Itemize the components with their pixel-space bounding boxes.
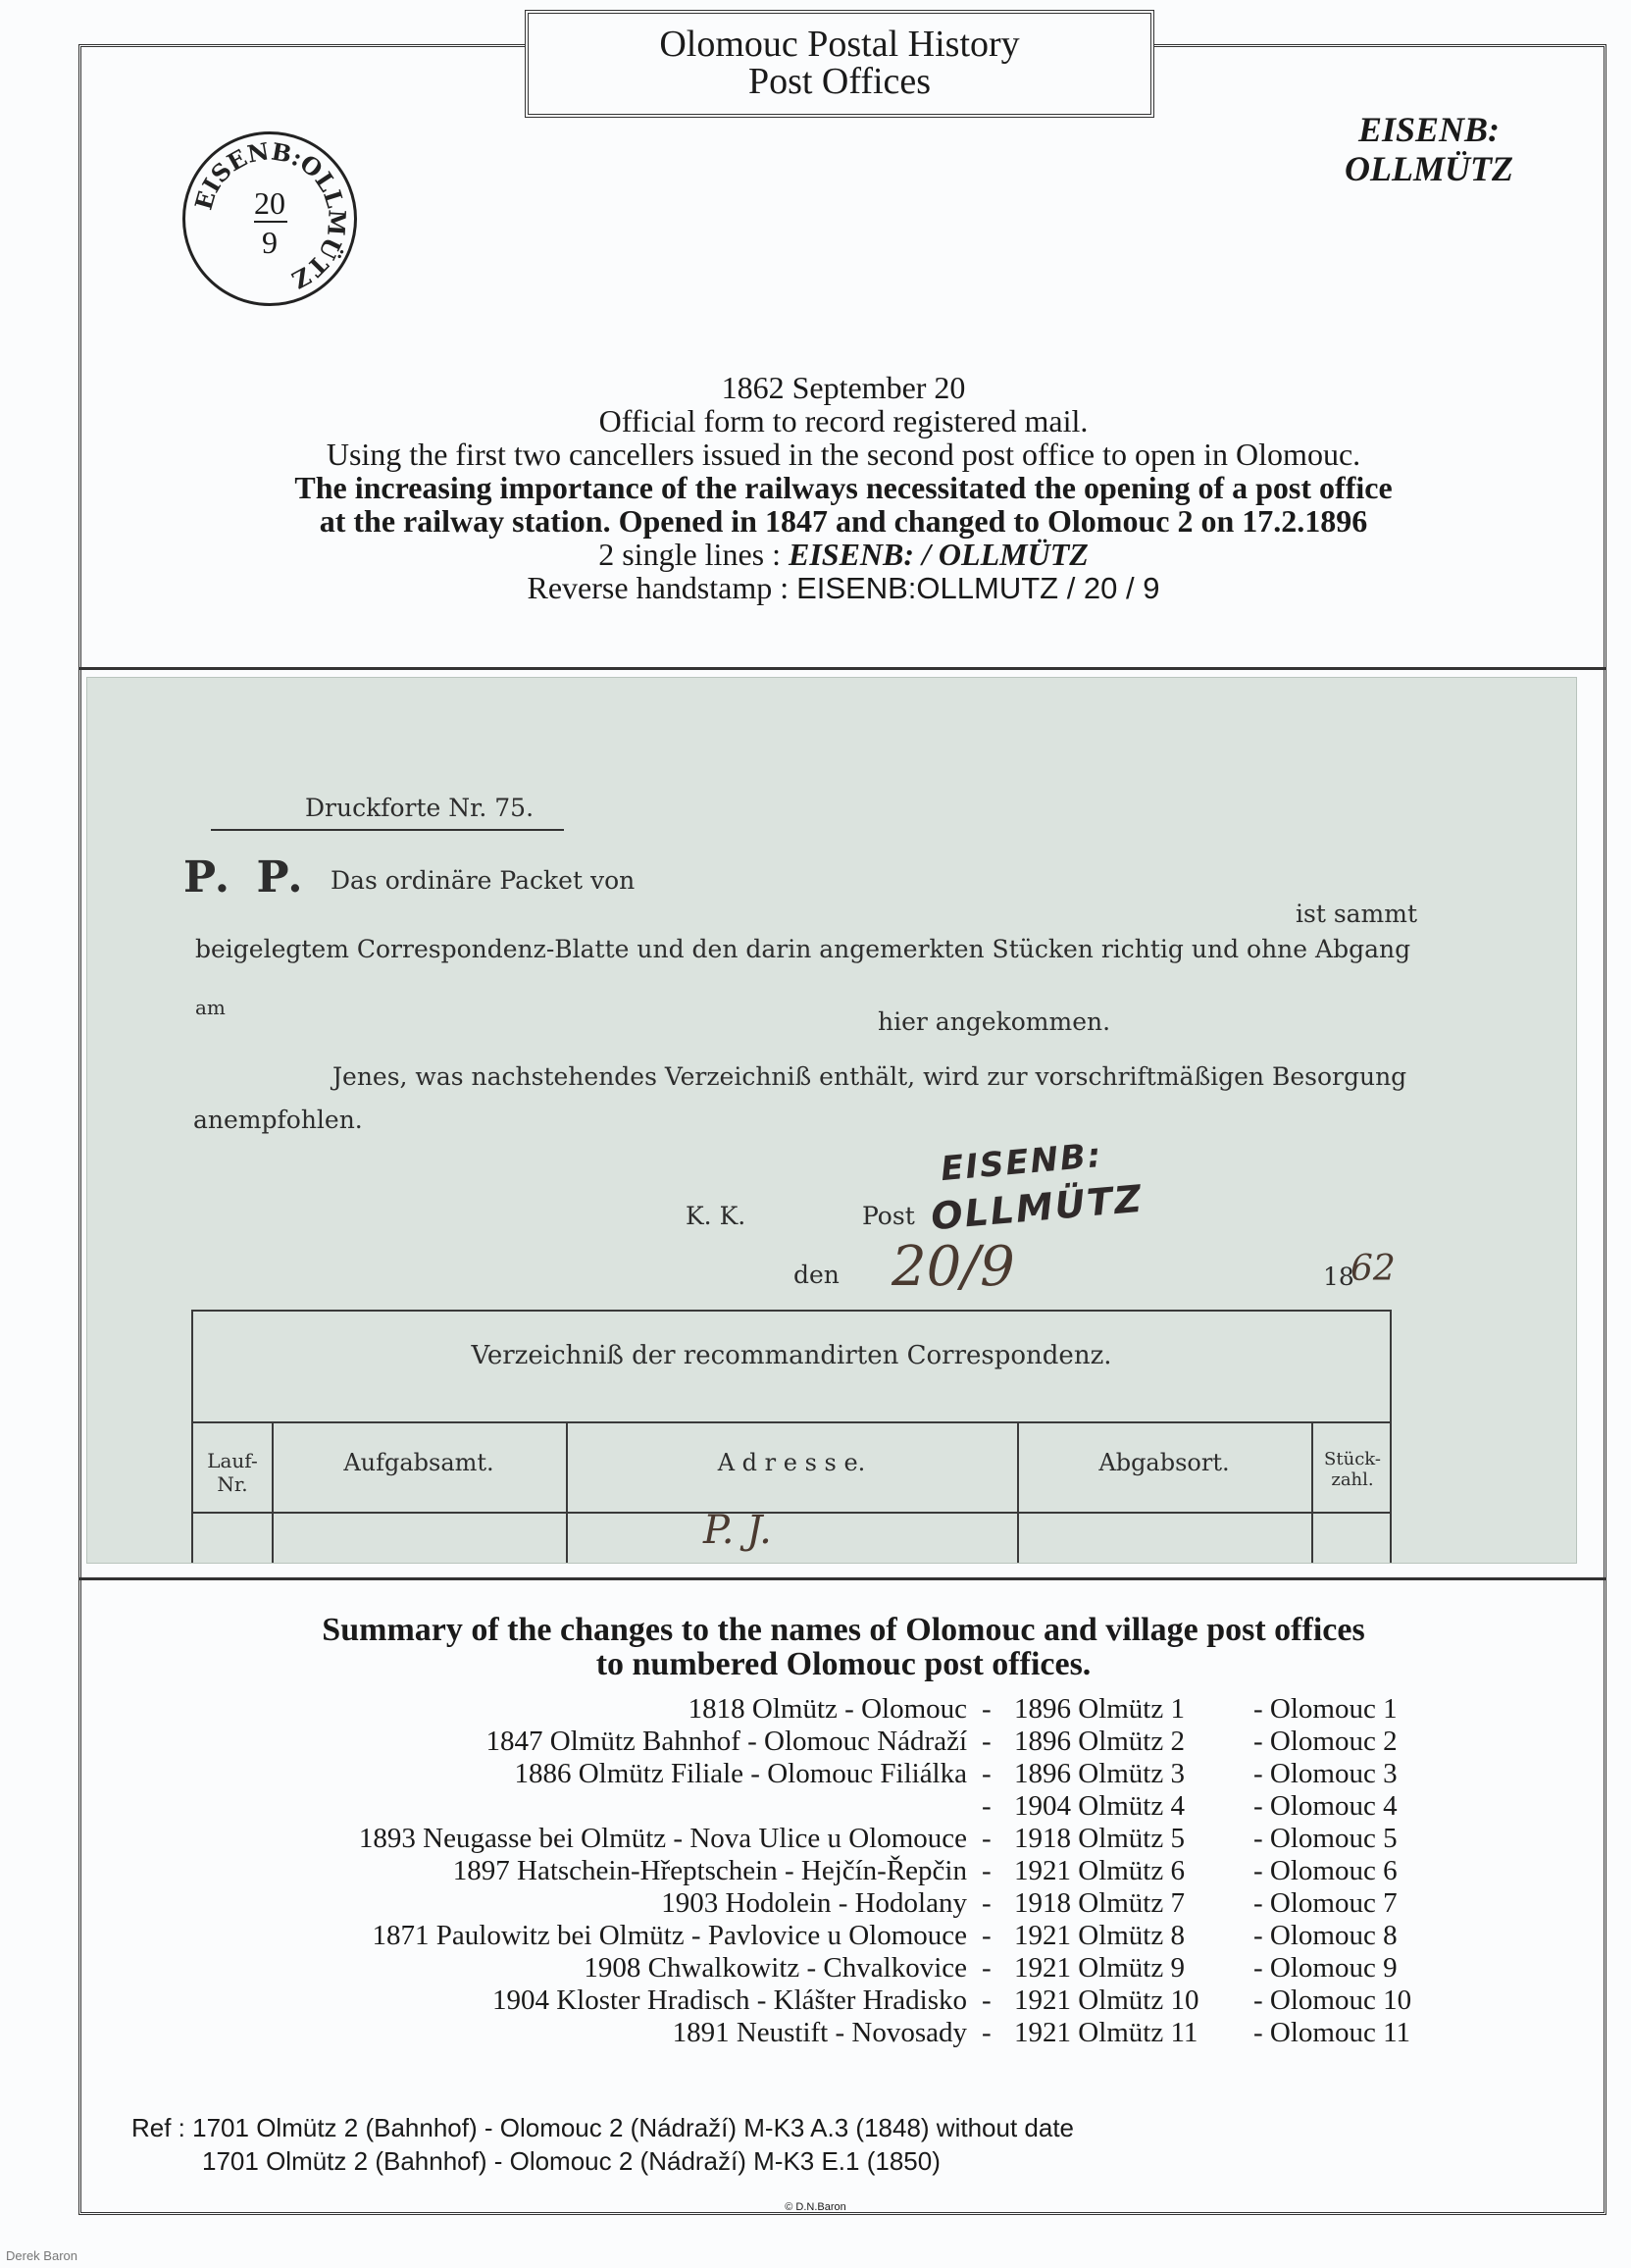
form-line-5: anempfohlen. [193,1106,363,1134]
summary-row [0,1726,1631,1758]
reference-block [131,2111,1074,2178]
registered-mail-form-image [86,677,1577,1564]
form-line-2: beigelegtem Correspondenz-Blatte und den darin angemerkten Stücken richtig und ohne Abgang [195,935,1411,963]
summary-olomouc-number: - Olomouc 10 [1253,1984,1412,2016]
form-line-3-am: am [195,996,226,1019]
cancel-day: 20 [254,185,285,221]
summary-dash: - [982,1726,992,1757]
col-header-stueck: Stück-zahl. [1324,1449,1381,1490]
summary-title [88,1613,1599,1681]
summary-olomouc-number: - Olomouc 3 [1253,1758,1398,1789]
form-druckforte: Druckforte Nr. 75. [305,794,535,822]
summary-row [0,1887,1631,1920]
desc-bold-1: The increasing importance of the railways necessitated the opening of a post office [294,470,1393,505]
druckforte-underline [211,829,564,831]
summary-old-name: 1891 Neustift - Novosady [672,2017,967,2048]
summary-olmutz-number: 1921 Olmütz 10 [1014,1984,1199,2016]
form-year-handwritten: 62 [1351,1249,1396,1289]
summary-row [0,1920,1631,1952]
summary-old-name: 1847 Olmütz Bahnhof - Olomouc Nádraží [485,1726,967,1757]
summary-old-name: 1818 Olmütz - Olomouc [688,1693,967,1725]
summary-old-name: 1904 Kloster Hradisch - Klášter Hradisko [491,1984,967,2016]
summary-row [0,1952,1631,1984]
summary-olomouc-number: - Olomouc 6 [1253,1855,1398,1886]
form-line-4: Jenes, was nachstehendes Verzeichniß enthält, wird zur vorschriftmäßigen Besorgung [332,1062,1407,1091]
single-lines-label: 2 single lines : [598,537,789,572]
summary-row [0,2017,1631,2049]
summary-olmutz-number: 1896 Olmütz 2 [1014,1726,1185,1757]
col-header-lauf: Lauf-Nr. [207,1449,258,1496]
cancel-month: 9 [262,225,278,260]
summary-olomouc-number: - Olomouc 1 [1253,1693,1398,1725]
col-header-abgabsort: Abgabsort. [1098,1449,1230,1476]
copyright-note: © D.N.Baron [785,2201,846,2213]
two-line-1: EISENB: [1357,110,1501,149]
ref-line-2: 1701 Olmütz 2 (Bahnhof) - Olomouc 2 (Nádraží) M-K3 E.1 (1850) [202,2146,941,2176]
summary-dash: - [982,2017,992,2048]
desc-line-2: Using the first two cancellers issued in the second post office to open in Olomouc. [326,437,1361,472]
form-post: Post [862,1202,915,1230]
form-kk: K. K. [686,1202,746,1230]
table-handwritten-mark: P. J. [703,1508,772,1553]
two-line-2: OLLMÜTZ [1345,149,1513,188]
summary-old-name: 1886 Olmütz Filiale - Olomouc Filiálka [514,1758,967,1789]
summary-olomouc-number: - Olomouc 7 [1253,1887,1398,1919]
title-line-2: Post Offices [747,61,932,102]
summary-olmutz-number: 1904 Olmütz 4 [1014,1790,1185,1822]
page-title [525,10,1154,118]
summary-olomouc-number: - Olomouc 5 [1253,1823,1398,1854]
form-stamp-line-2: OLLMÜTZ [929,1176,1146,1239]
reverse-value: EISENB:OLLMUTZ / 20 / 9 [796,571,1160,605]
desc-reverse [88,571,1599,605]
summary-olomouc-number: - Olomouc 9 [1253,1952,1398,1984]
summary-row [0,1790,1631,1823]
single-lines-value: EISENB: / OLLMÜTZ [788,537,1089,572]
table-col-line-1 [272,1421,274,1564]
desc-date: 1862 September 20 [721,370,966,405]
summary-old-name: 1893 Neugasse bei Olmütz - Nova Ulice u Olomouce [358,1823,967,1854]
form-year-printed: 18 [1323,1263,1354,1291]
watermark: Derek Baron [6,2248,77,2263]
cancel-divider [254,221,287,223]
summary-dash: - [982,1855,992,1886]
desc-bold-2: at the railway station. Opened in 1847 and changed to Olomouc 2 on 17.2.1896 [319,503,1368,539]
summary-old-name: 1908 Chwalkowitz - Chvalkovice [584,1952,967,1984]
divider-bottom [78,1577,1606,1580]
cancel-ring-label: EISENB:OLLMÜTZ [188,136,352,295]
desc-line-1: Official form to record registered mail. [598,403,1089,438]
form-stamp-line-1: EISENB: [939,1135,1104,1190]
summary-old-name: 1871 Paulowitz bei Olmütz - Pavlovice u Olomouce [372,1920,967,1951]
table-col-line-4 [1311,1421,1313,1564]
summary-olmutz-number: 1918 Olmütz 5 [1014,1823,1185,1854]
summary-row [0,1823,1631,1855]
summary-dash: - [982,1790,992,1822]
col-header-adresse: A d r e s s e. [717,1449,866,1476]
table-col-line-3 [1017,1421,1019,1564]
summary-dash: - [982,1887,992,1919]
form-line-1-left: Das ordinäre Packet von [331,866,636,895]
col-header-aufgabsamt: Aufgabsamt. [343,1449,494,1476]
table-caption: Verzeichniß der recommandirten Correspondenz. [471,1341,1112,1370]
form-pp: P. P. [183,852,309,902]
circular-cancel-stamp [182,131,357,306]
summary-old-name: 1897 Hatschein-Hřeptschein - Hejčín-Řepčin [452,1855,967,1886]
summary-olmutz-number: 1921 Olmütz 8 [1014,1920,1185,1951]
summary-dash: - [982,1984,992,2016]
summary-dash: - [982,1952,992,1984]
summary-row [0,1984,1631,2017]
summary-olomouc-number: - Olomouc 2 [1253,1726,1398,1757]
form-line-3-right: hier angekommen. [878,1007,1111,1036]
ref-line-1: Ref : 1701 Olmütz 2 (Bahnhof) - Olomouc 2 (Nádraží) M-K3 A.3 (1848) without date [131,2113,1074,2142]
form-register-table [191,1310,1392,1564]
summary-row [0,1855,1631,1887]
form-den: den [793,1261,840,1289]
summary-title-2: to numbered Olomouc post offices. [595,1646,1092,1682]
summary-olmutz-number: 1896 Olmütz 3 [1014,1758,1185,1789]
description-block [88,371,1599,605]
summary-dash: - [982,1758,992,1789]
summary-olomouc-number: - Olomouc 8 [1253,1920,1398,1951]
summary-row [0,1758,1631,1790]
summary-olmutz-number: 1896 Olmütz 1 [1014,1693,1185,1725]
summary-dash: - [982,1693,992,1725]
summary-olmutz-number: 1921 Olmütz 9 [1014,1952,1185,1984]
title-line-1: Olomouc Postal History [659,24,1020,65]
form-line-1-right: ist sammt [1296,900,1418,928]
table-col-line-2 [566,1421,568,1564]
summary-olomouc-number: - Olomouc 11 [1253,2017,1411,2048]
summary-row [0,1693,1631,1726]
reverse-label: Reverse handstamp : [527,570,797,605]
two-line-postmark-label [1345,110,1513,188]
desc-single-lines [88,538,1599,571]
summary-olmutz-number: 1918 Olmütz 7 [1014,1887,1185,1919]
summary-dash: - [982,1920,992,1951]
summary-title-1: Summary of the changes to the names of Olomouc and village post offices [322,1612,1365,1648]
form-handwritten-date: 20/9 [892,1235,1015,1299]
summary-old-name: 1903 Hodolein - Hodolany [661,1887,967,1919]
summary-dash: - [982,1823,992,1854]
summary-olomouc-number: - Olomouc 4 [1253,1790,1398,1822]
summary-olmutz-number: 1921 Olmütz 11 [1014,2017,1198,2048]
summary-olmutz-number: 1921 Olmütz 6 [1014,1855,1185,1886]
divider-top [78,667,1606,670]
